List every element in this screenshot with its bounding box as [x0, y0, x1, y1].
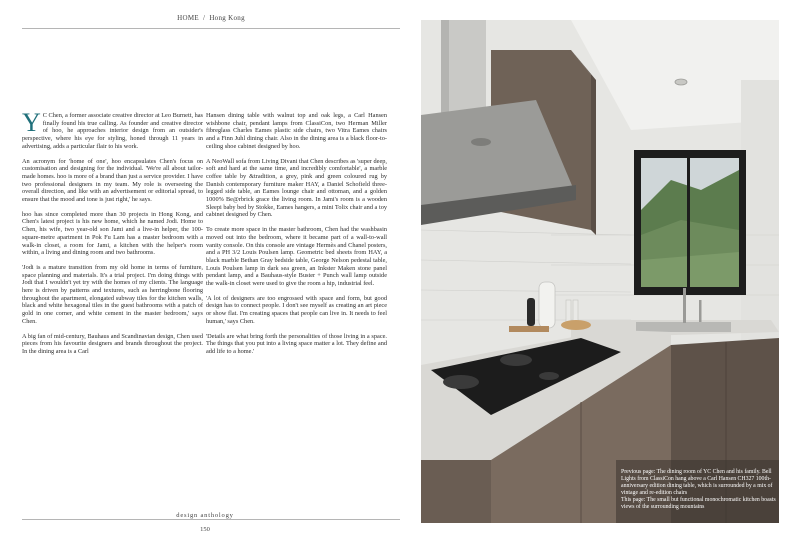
header-location: Hong Kong [209, 14, 245, 22]
page-number: 150 [200, 526, 210, 533]
article-column-2 [206, 112, 387, 363]
kitchen-illustration [421, 20, 779, 523]
header-section: HOME [177, 14, 199, 22]
footer-rule [22, 519, 400, 520]
article-paragraph: Y C Chen, a former associate creative director at Leo Burnett, has finally found his true calling. As founder and creative director of hoo, he approaches interior design from an outsider's perspective, where his eye for styling, honed through 11 years in advertising, adds a particular flair to his work. [22, 108, 203, 150]
article-paragraph: 'Jodi is a mature transition from my old home in terms of furniture, space planning and materials. It's a trial project. I'm doing things with Jodi that I wouldn't yet try with the homes of my clients. The language here is driven by patterns and textures, such as herringbone flooring throughout the apartment, elongated subway tiles for the kitchen walls, black and white hexagonal tiles in the guest bathrooms with a patch of gold in one corner, and white cement in the master bedroom,' says Chen. [22, 263, 203, 325]
drop-cap: Y [22, 108, 41, 137]
article-column-1 [22, 108, 203, 363]
caption-line: This page: The small but functional monochromatic kitchen boasts views of the surrounding mountains [621, 497, 776, 510]
article-paragraph: An acronym for 'home of one', hoo encapsulates Chen's focus on customisation and designing for the individual. 'We're all about tailor-made homes. hoo is more of a brand than just a service provider. I have two professional designers in my team. My role is overseeing the overall direction, and like with an advertisement or editorial spread, to ensure that the mood and tone is just right,' he says. [22, 157, 203, 204]
running-header [22, 14, 400, 29]
article-paragraph: 'Details are what bring forth the personalities of those living in a space. The things that you put into a living space matter a lot. They define and add life to a home.' [206, 332, 387, 355]
footer-brand: design anthology [0, 512, 410, 519]
article-paragraph: To create more space in the master bathroom, Chen had the washbasin moved out into the bedroom, where it became part of a wall-to-wall vanity console. On this console are vintage Hermès and Chanel posters, and a PH 3/2 Louis Poulsen lamp. Geometric bed sheets from HAY, a black marble Bethan Gray bedside table, George Nelson pedestal table, Louis Poulsen lamp in dark sea green, an Inkster Maken stone panel pendant lamp, and a Bauhaus-style Buster + Punch wall lamp outside the walk-in closet were used to give the room a hip, industrial feel. [206, 226, 387, 288]
kitchen-photo [421, 20, 779, 523]
header-separator: / [203, 14, 206, 22]
article-paragraph: Hansen dining table with walnut top and oak legs, a Carl Hansen wishbone chair, pendant lamps from ClassiCon, two Herman Miller fibreglass Charles Eames plastic side chairs, two Vitra Eames chairs and a Finn Juhl dining chair. Also in the dining area is a black floor-to-ceiling shoe cabinet designed by hoo. [206, 112, 387, 150]
photo-caption [621, 469, 777, 511]
article-paragraph: A NeoWall sofa from Living Divani that Chen describes as 'super deep, soft and hard at the same time, and incredibly comfortable', a marble coffee table by &tradition, a grey, pink and green coloured rug by Danish contemporary furniture maker HAY, a Daniel Schofield three-legged side table, an Eames lounge chair and ottoman, and a golden 1000% Be@rbrick grace the living room. In Jami's room is a wooden Sleepi baby bed by Stokke, Eames hangers, a mini Tolix chair and a toy cabinet designed by Chen. [206, 157, 387, 219]
article-paragraph: hoo has since completed more than 30 projects in Hong Kong, and Chen's latest project is his new home, which he named Jodi. Home to Chen, his wife, two year-old son Jami and a live-in helper, the 100-square-metre apartment in Pok Fu Lam has a master bedroom with a walk-in closet, a room for Jami, a kitchen with the helper's room within, a living and dining room and two bathrooms. [22, 210, 203, 257]
article-paragraph: 'A lot of designers are too engrossed with space and form, but good design has to connect people. I don't see myself as creating an art piece or show flat. I'm creating spaces that people can live in. It needs to feel human,' says Chen. [206, 294, 387, 325]
article-paragraph: A big fan of mid-century, Bauhaus and Scandinavian design, Chen used pieces from his favourite designers and brands throughout the project. In the dining area is a Carl [22, 332, 203, 355]
caption-line: Previous page: The dining room of YC Chen and his family. Bell Lights from ClassiCon hang above a Carl Hansen CH327 100th-anniversary edition dining table, which is surrounded by a mix of vintage and re-edition chairs [621, 469, 773, 496]
